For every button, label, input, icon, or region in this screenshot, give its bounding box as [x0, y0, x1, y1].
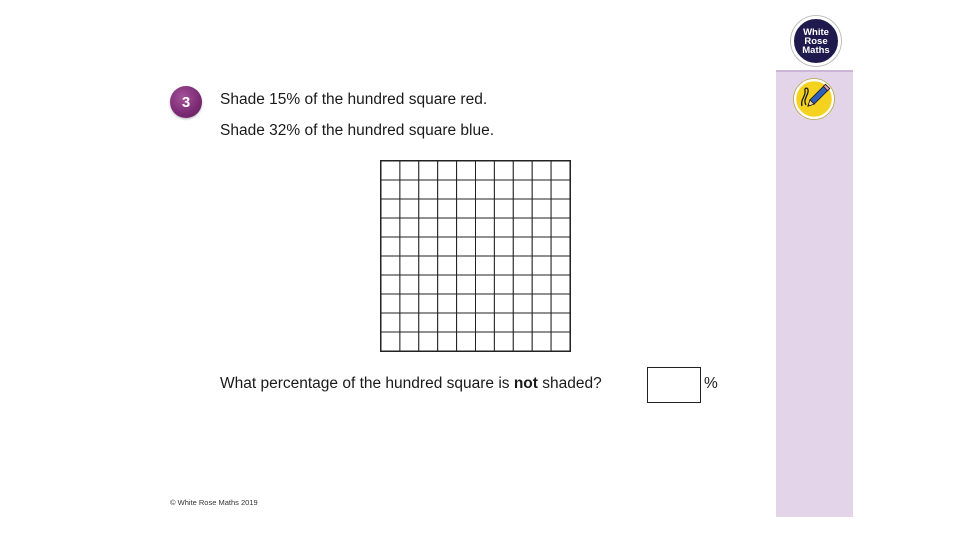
grid-cell[interactable]	[457, 180, 476, 199]
grid-cell[interactable]	[551, 218, 570, 237]
grid-cell[interactable]	[419, 275, 438, 294]
grid-cell[interactable]	[513, 294, 532, 313]
grid-cell[interactable]	[532, 180, 551, 199]
grid-cell[interactable]	[494, 180, 513, 199]
grid-cell[interactable]	[513, 332, 532, 351]
grid-cell[interactable]	[400, 275, 419, 294]
instruction-blue: Shade 32% of the hundred square blue.	[220, 122, 495, 139]
grid-cell[interactable]	[419, 294, 438, 313]
grid-cell[interactable]	[419, 237, 438, 256]
pencil-icon	[793, 78, 835, 120]
grid-cell[interactable]	[400, 237, 419, 256]
grid-cell[interactable]	[513, 199, 532, 218]
grid-cell[interactable]	[551, 161, 570, 180]
grid-cell[interactable]	[438, 161, 457, 180]
grid-cell[interactable]	[513, 313, 532, 332]
logo-tile	[776, 0, 853, 72]
white-rose-maths-logo	[791, 16, 841, 66]
grid-cell[interactable]	[381, 218, 400, 237]
grid-cell[interactable]	[476, 180, 495, 199]
question-prompt	[220, 375, 602, 393]
grid-cell[interactable]	[381, 161, 400, 180]
grid-cell[interactable]	[400, 199, 419, 218]
grid-cell[interactable]	[532, 161, 551, 180]
grid-cell[interactable]	[381, 199, 400, 218]
grid-cell[interactable]	[476, 332, 495, 351]
grid-cell[interactable]	[381, 237, 400, 256]
grid-cell[interactable]	[381, 332, 400, 351]
grid-cell[interactable]	[457, 237, 476, 256]
percent-sign: %	[704, 375, 718, 392]
grid-cell[interactable]	[494, 275, 513, 294]
grid-cell[interactable]	[513, 161, 532, 180]
grid-cell[interactable]	[494, 294, 513, 313]
grid-cell[interactable]	[438, 237, 457, 256]
grid-cell[interactable]	[381, 180, 400, 199]
grid-cell[interactable]	[438, 275, 457, 294]
grid-cell[interactable]	[457, 256, 476, 275]
grid-cell[interactable]	[476, 218, 495, 237]
grid-cell[interactable]	[551, 237, 570, 256]
grid-cell[interactable]	[419, 332, 438, 351]
grid-cell[interactable]	[400, 180, 419, 199]
grid-cell[interactable]	[513, 275, 532, 294]
grid-cell[interactable]	[400, 218, 419, 237]
grid-cell[interactable]	[419, 218, 438, 237]
grid-cell[interactable]	[457, 332, 476, 351]
grid-cell[interactable]	[438, 256, 457, 275]
grid-cell[interactable]	[494, 199, 513, 218]
grid-cell[interactable]	[476, 199, 495, 218]
question-number-badge: 3	[170, 86, 202, 118]
grid-cell[interactable]	[551, 313, 570, 332]
grid-cell[interactable]	[513, 180, 532, 199]
grid-cell[interactable]	[381, 256, 400, 275]
grid-cell[interactable]	[438, 294, 457, 313]
grid-cell[interactable]	[476, 313, 495, 332]
grid-cell[interactable]	[494, 237, 513, 256]
answer-box[interactable]	[647, 367, 701, 403]
grid-cell[interactable]	[457, 294, 476, 313]
hundred-square-grid[interactable]	[380, 160, 571, 352]
grid-cell[interactable]	[494, 332, 513, 351]
grid-cell[interactable]	[381, 294, 400, 313]
instruction-red: Shade 15% of the hundred square red.	[220, 91, 488, 108]
grid-cell[interactable]	[532, 275, 551, 294]
grid-cell[interactable]	[438, 180, 457, 199]
grid-cell[interactable]	[419, 256, 438, 275]
grid-cell[interactable]	[551, 199, 570, 218]
grid-cell[interactable]	[457, 275, 476, 294]
grid-cell[interactable]	[419, 161, 438, 180]
grid-cell[interactable]	[551, 275, 570, 294]
grid-cell[interactable]	[419, 180, 438, 199]
copyright-notice: © White Rose Maths 2019	[170, 498, 258, 507]
logo-text-line1: White	[803, 26, 829, 38]
grid-cell[interactable]	[400, 256, 419, 275]
grid-cell[interactable]	[457, 199, 476, 218]
grid-cell[interactable]	[513, 218, 532, 237]
grid-cell[interactable]	[551, 180, 570, 199]
grid-cell[interactable]	[381, 313, 400, 332]
grid-cell[interactable]	[457, 218, 476, 237]
grid-cell[interactable]	[551, 294, 570, 313]
grid-cell[interactable]	[476, 256, 495, 275]
grid-cell[interactable]	[551, 332, 570, 351]
grid-cell[interactable]	[419, 199, 438, 218]
side-panel	[776, 0, 853, 517]
grid-cell[interactable]	[551, 256, 570, 275]
grid-cell[interactable]	[532, 294, 551, 313]
grid-cell[interactable]	[532, 237, 551, 256]
grid-cell[interactable]	[400, 332, 419, 351]
grid-cell[interactable]	[457, 161, 476, 180]
grid-cell[interactable]	[400, 161, 419, 180]
grid-cell[interactable]	[419, 313, 438, 332]
grid-cell[interactable]	[532, 218, 551, 237]
grid-cell[interactable]	[438, 218, 457, 237]
grid-cell[interactable]	[400, 313, 419, 332]
grid-cell[interactable]	[513, 256, 532, 275]
grid-cell[interactable]	[513, 237, 532, 256]
grid-cell[interactable]	[476, 237, 495, 256]
grid-cell[interactable]	[494, 218, 513, 237]
question-prompt-start: What percentage of the hundred square is	[220, 375, 514, 392]
grid-cell[interactable]	[438, 313, 457, 332]
grid-cell[interactable]	[494, 256, 513, 275]
grid-cell[interactable]	[381, 275, 400, 294]
grid-cell[interactable]	[494, 313, 513, 332]
question-prompt-end: shaded?	[537, 375, 602, 392]
grid-cell[interactable]	[476, 294, 495, 313]
grid-cell[interactable]	[532, 256, 551, 275]
grid-cell[interactable]	[532, 332, 551, 351]
grid-cell[interactable]	[438, 332, 457, 351]
grid-cell[interactable]	[476, 275, 495, 294]
grid-cell[interactable]	[476, 161, 495, 180]
grid-cell[interactable]	[494, 161, 513, 180]
grid-cell[interactable]	[532, 199, 551, 218]
logo-text-line3: Maths	[802, 44, 830, 56]
grid-cell[interactable]	[532, 313, 551, 332]
grid-cell[interactable]	[438, 199, 457, 218]
grid-cell[interactable]	[457, 313, 476, 332]
logo-text-line2: Rose	[804, 35, 828, 47]
question-prompt-emphasis: not	[513, 375, 538, 392]
grid-cell[interactable]	[400, 294, 419, 313]
